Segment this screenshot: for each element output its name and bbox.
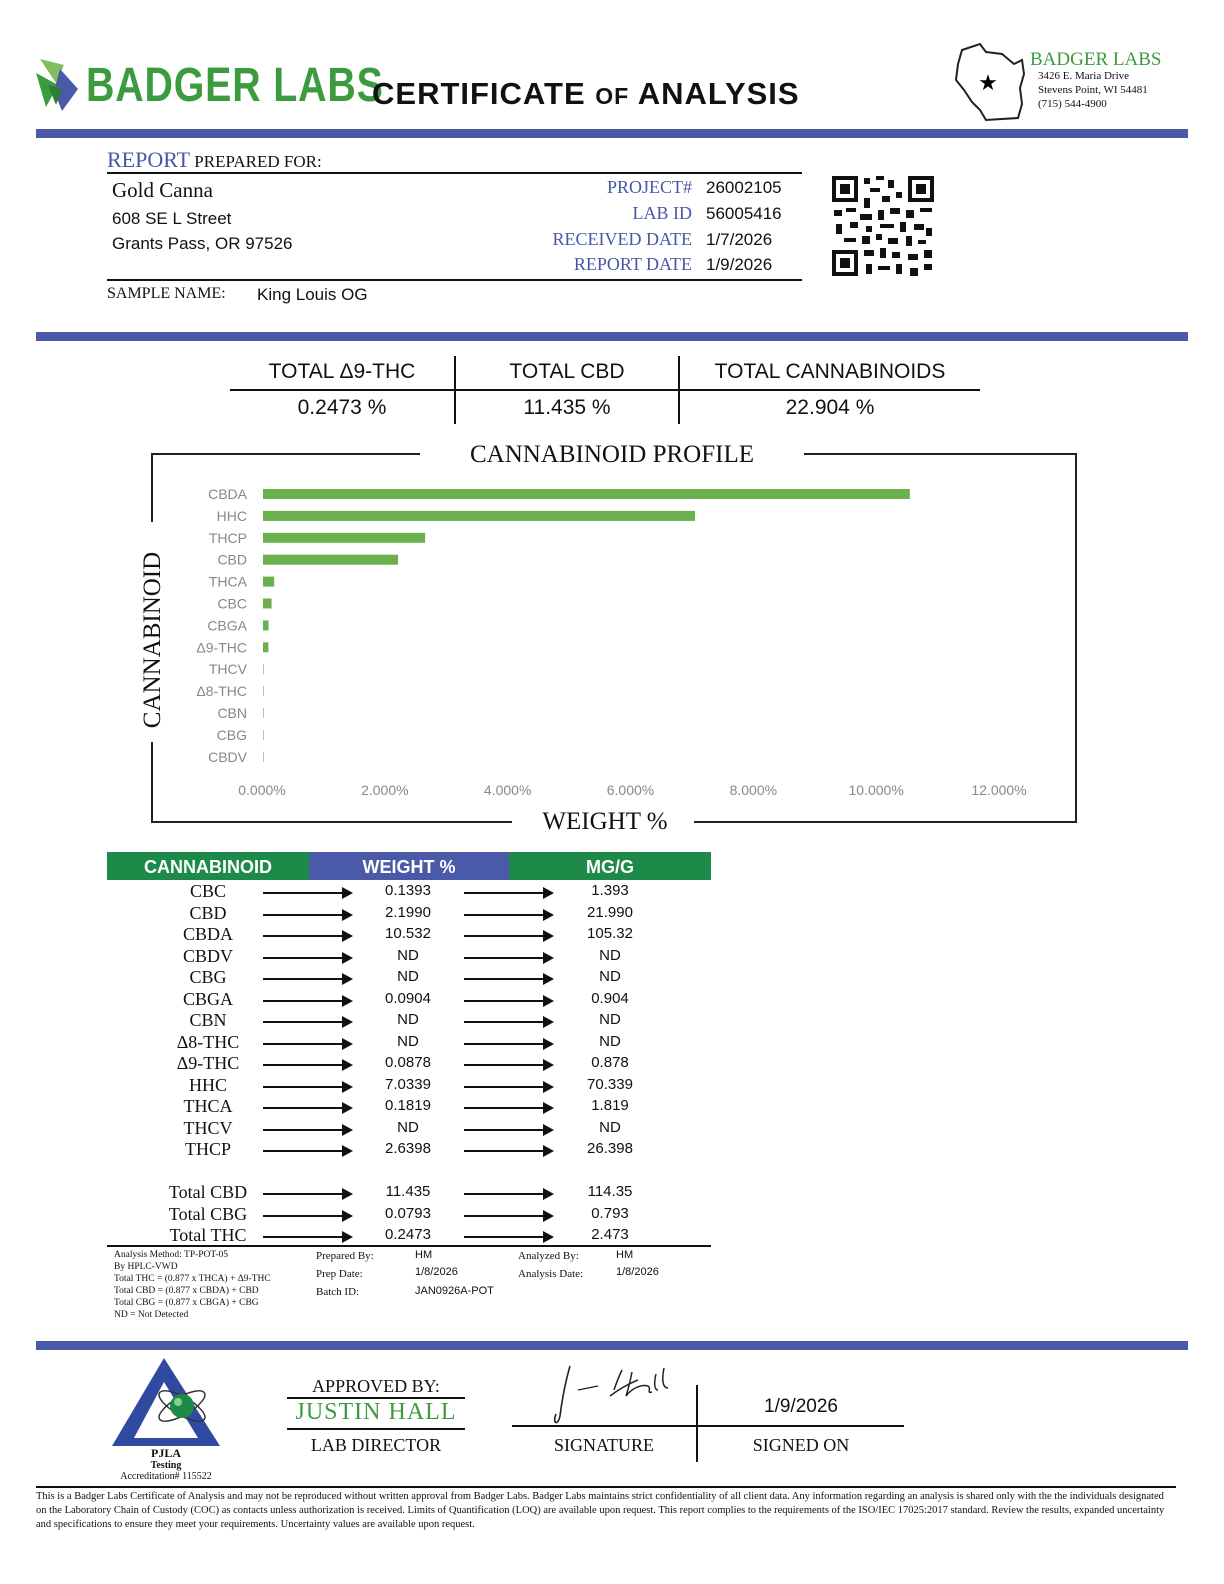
report-bottom-rule <box>107 279 802 281</box>
row-weight: ND <box>397 946 419 964</box>
method-line: ND = Not Detected <box>114 1310 189 1320</box>
batch-id-label: Batch ID: <box>316 1286 360 1298</box>
arrow-icon <box>263 1129 351 1131</box>
y-tick-label: CBC <box>217 595 247 612</box>
row-weight: ND <box>397 1118 419 1136</box>
analyzed-by-label: Analyzed By: <box>518 1250 579 1262</box>
bar <box>263 533 425 543</box>
row-name: CBDV <box>182 945 233 966</box>
method-line: By HPLC-VWD <box>114 1262 178 1272</box>
pjla-testing: Testing <box>150 1460 182 1471</box>
row-mg: 26.398 <box>587 1140 633 1157</box>
bar <box>263 489 910 499</box>
table-header-mgg: MG/G <box>509 852 711 880</box>
row-name: CBDA <box>182 924 233 944</box>
prep-date-value: 1/8/2026 <box>415 1266 458 1278</box>
prepared-by-value: HM <box>415 1249 433 1261</box>
y-tick-label: HHC <box>216 507 247 524</box>
report-heading-report: REPORT <box>107 147 191 172</box>
approver-name: JUSTIN HALL <box>295 1399 457 1425</box>
arrow-icon <box>464 892 552 894</box>
project-label: PROJECT# <box>606 177 692 197</box>
bar <box>263 620 269 630</box>
row-mg: 0.904 <box>591 989 629 1007</box>
bar <box>263 686 264 696</box>
report-heading <box>107 147 322 173</box>
analysis-date-label: Analysis Date: <box>518 1268 584 1280</box>
received-date-label: RECEIVED DATE <box>552 229 692 249</box>
hq-name: BADGER LABS <box>1030 49 1162 70</box>
row-weight: 0.0878 <box>385 1054 431 1071</box>
arrow-icon <box>263 935 351 937</box>
total-mg: 114.35 <box>587 1183 633 1200</box>
row-mg: 105.32 <box>587 925 633 942</box>
brand-name: BADGER LABS <box>86 59 384 112</box>
chart-y-axis-title: CANNABINOID <box>139 551 166 729</box>
row-name: Δ9-THC <box>176 1053 240 1073</box>
arrow-icon <box>464 935 552 937</box>
row-name: THCA <box>183 1096 233 1116</box>
row-name: CBN <box>189 1010 227 1030</box>
project-value: 26002105 <box>706 178 782 197</box>
client-name: Gold Canna <box>112 178 213 202</box>
y-tick-label: CBN <box>217 705 247 721</box>
x-tick-label: 8.000% <box>729 782 778 798</box>
arrow-icon <box>464 1129 552 1131</box>
row-name: CBG <box>189 967 227 987</box>
analysis-date-value: 1/8/2026 <box>616 1266 659 1278</box>
y-tick-label: THCA <box>208 573 247 590</box>
accreditation-number: Accreditation# 115522 <box>120 1471 212 1482</box>
total-weight: 0.0793 <box>385 1204 431 1222</box>
total-name: Total CBD <box>168 1182 248 1202</box>
lab-id-label: LAB ID <box>632 203 692 223</box>
row-weight: ND <box>397 968 419 985</box>
arrow-icon <box>263 1236 351 1238</box>
signature-label: SIGNATURE <box>553 1435 654 1455</box>
arrow-icon <box>464 914 552 916</box>
row-weight: 0.1819 <box>385 1097 431 1114</box>
row-name: CBD <box>189 902 227 923</box>
x-tick-label: 12.000% <box>971 782 1027 798</box>
arrow-icon <box>263 1043 351 1045</box>
x-tick-label: 4.000% <box>483 782 532 798</box>
wisconsin-map-icon <box>952 40 1032 124</box>
signed-on-label: SIGNED ON <box>752 1435 850 1455</box>
bar <box>263 664 264 674</box>
bar <box>263 708 264 718</box>
total-cannabinoids-value: 22.904 % <box>785 396 875 419</box>
total-name: Total CBG <box>168 1203 248 1224</box>
svg-text:★: ★ <box>978 71 998 96</box>
y-tick-label: CBG <box>216 726 247 743</box>
arrow-icon <box>263 978 351 980</box>
row-name: Δ8-THC <box>176 1031 240 1052</box>
prep-date-label: Prep Date: <box>316 1268 363 1280</box>
row-mg: ND <box>599 968 621 985</box>
bar <box>263 599 272 609</box>
approver-title: LAB DIRECTOR <box>310 1435 442 1455</box>
pjla-accreditation-logo-icon <box>110 1356 222 1448</box>
report-divider <box>36 332 1188 341</box>
total-mg: 0.793 <box>591 1204 629 1222</box>
report-date-label: REPORT DATE <box>573 254 692 274</box>
row-weight: 0.1393 <box>385 882 431 899</box>
y-tick-label: CBDA <box>208 486 247 502</box>
row-weight: ND <box>397 1032 419 1050</box>
row-weight: 0.0904 <box>385 989 431 1007</box>
signature-image <box>548 1360 678 1428</box>
total-name: Total THC <box>169 1225 247 1245</box>
arrow-icon <box>263 892 351 894</box>
hq-phone: (715) 544-4900 <box>1038 98 1107 110</box>
bar <box>263 730 264 740</box>
arrow-icon <box>263 1107 351 1109</box>
y-tick-label: Δ9-THC <box>196 639 247 656</box>
client-address-line2: Grants Pass, OR 97526 <box>112 234 293 253</box>
table-bottom-rule <box>107 1245 711 1247</box>
row-mg: ND <box>599 1032 621 1050</box>
x-tick-label: 0.000% <box>238 782 286 798</box>
method-line: Total CBD = (0.877 x CBDA) + CBD <box>114 1286 259 1296</box>
total-thc-value: 0.2473 % <box>297 396 387 419</box>
total-cbd-label: TOTAL CBD <box>509 360 625 383</box>
title-of: OF <box>595 83 630 109</box>
arrow-icon <box>464 1193 552 1195</box>
arrow-icon <box>464 1086 552 1088</box>
y-tick-label: THCP <box>208 529 247 546</box>
method-line: Analysis Method: TP-POT-05 <box>114 1250 229 1260</box>
total-thc-label: TOTAL Δ9-THC <box>268 360 416 383</box>
report-date-value: 1/9/2026 <box>706 255 773 274</box>
summary-rule <box>230 389 980 391</box>
sample-name-label: SAMPLE NAME: <box>107 285 226 302</box>
x-tick-label: 10.000% <box>848 782 904 798</box>
arrow-icon <box>464 957 552 959</box>
report-heading-rest: PREPARED FOR: <box>190 152 322 171</box>
total-cannabinoids-label: TOTAL CANNABINOIDS <box>714 360 946 383</box>
method-notes <box>114 1249 271 1321</box>
title-analysis: ANALYSIS <box>637 76 800 111</box>
y-tick-label: CBGA <box>207 617 247 634</box>
y-tick-label: CBD <box>217 551 247 568</box>
x-tick-label: 2.000% <box>361 782 409 798</box>
header-divider <box>36 129 1188 138</box>
arrow-icon <box>464 1000 552 1002</box>
analyzed-by-value: HM <box>616 1249 634 1261</box>
table-header-cannabinoid: CANNABINOID <box>107 852 309 880</box>
row-mg: 70.339 <box>587 1075 633 1093</box>
row-mg: 0.878 <box>591 1054 629 1071</box>
row-weight: 2.6398 <box>385 1140 431 1157</box>
arrow-icon <box>464 1064 552 1066</box>
row-mg: ND <box>599 946 621 964</box>
received-date-value: 1/7/2026 <box>706 230 773 249</box>
approver-name-rule <box>287 1428 465 1430</box>
row-mg: 1.393 <box>591 882 629 899</box>
table-header-weight: WEIGHT % <box>309 852 509 880</box>
bar <box>263 577 274 587</box>
total-weight: 0.2473 <box>385 1226 431 1243</box>
arrow-icon <box>464 1021 552 1023</box>
x-tick-label: 6.000% <box>606 782 655 798</box>
arrow-icon <box>263 1193 351 1195</box>
cannabinoid-profile-chart <box>180 480 1060 810</box>
arrow-icon <box>263 957 351 959</box>
footer-rule <box>36 1486 1176 1488</box>
arrow-icon <box>464 1236 552 1238</box>
bar <box>263 752 264 762</box>
bar <box>263 511 695 521</box>
arrow-icon <box>263 914 351 916</box>
arrow-icon <box>263 1021 351 1023</box>
title-certificate: CERTIFICATE <box>372 76 586 111</box>
arrow-icon <box>464 1043 552 1045</box>
client-address-line1: 608 SE L Street <box>112 209 232 228</box>
chart-title: CANNABINOID PROFILE <box>420 441 804 469</box>
disclaimer-text: This is a Badger Labs Certificate of Analysis and may not be reproduced without written approval from Badger Labs. Badger Labs maintains strict confidentiality of all client data. Any information regarding an analysis is shared only with the the individuals designated on the Laboratory Chain of Custody (COC) as contacts unless authorization is received. Limits of Quantification (LOQ) are available upon request. This report complies to the requirements of the ISO/IEC 17025:2017 standard. Review the results, expanded uncertainty and specifications to ensure they meet your requirements. Uncertainty values are available upon request. <box>36 1491 1165 1530</box>
batch-id-value: JAN0926A-POT <box>415 1285 494 1297</box>
row-weight: 7.0339 <box>385 1075 431 1093</box>
hq-address-line1: 3426 E. Maria Drive <box>1038 70 1130 82</box>
row-mg: ND <box>599 1118 621 1136</box>
method-line: Total THC = (0.877 x THCA) + Δ9-THC <box>114 1274 271 1284</box>
total-mg: 2.473 <box>591 1226 629 1243</box>
hq-address-line2: Stevens Point, WI 54481 <box>1038 84 1148 96</box>
arrow-icon <box>263 1150 351 1152</box>
row-name: CBGA <box>182 988 233 1009</box>
lab-id-value: 56005416 <box>706 204 782 223</box>
method-line: Total CBG = (0.877 x CBGA) + CBG <box>114 1298 259 1308</box>
prepared-by-label: Prepared By: <box>316 1250 374 1262</box>
bar <box>263 642 268 652</box>
arrow-icon <box>464 1107 552 1109</box>
arrow-icon <box>263 1215 351 1217</box>
row-name: THCP <box>184 1139 231 1159</box>
row-name: CBC <box>189 881 227 901</box>
arrow-icon <box>263 1064 351 1066</box>
approval-divider <box>36 1341 1188 1350</box>
y-tick-label: THCV <box>208 661 247 678</box>
arrow-icon <box>263 1086 351 1088</box>
arrow-icon <box>464 1215 552 1217</box>
chart-x-axis-title: WEIGHT % <box>542 808 668 835</box>
signature-rule <box>512 1425 904 1427</box>
arrow-icon <box>263 1000 351 1002</box>
report-top-rule <box>107 172 802 174</box>
arrow-icon <box>464 1150 552 1152</box>
approved-by-label: APPROVED BY: <box>312 1376 440 1396</box>
row-mg: 1.819 <box>591 1097 629 1114</box>
y-tick-label: Δ8-THC <box>196 683 247 700</box>
row-mg: 21.990 <box>587 903 633 921</box>
row-name: HHC <box>188 1074 227 1095</box>
badger-labs-logo-icon <box>34 55 80 113</box>
row-name: THCV <box>183 1117 233 1138</box>
row-weight: 10.532 <box>385 925 431 942</box>
row-mg: ND <box>599 1011 621 1028</box>
y-tick-label: CBDV <box>208 748 247 765</box>
total-weight: 11.435 <box>385 1183 431 1200</box>
row-weight: ND <box>397 1011 419 1028</box>
arrow-icon <box>464 978 552 980</box>
sample-name-value: King Louis OG <box>257 285 368 304</box>
total-cbd-value: 11.435 % <box>523 396 611 419</box>
signed-date: 1/9/2026 <box>764 1396 838 1417</box>
qr-code-icon[interactable] <box>830 174 936 278</box>
pjla-name: PJLA <box>151 1446 181 1460</box>
bar <box>263 555 398 565</box>
document-title <box>372 76 800 112</box>
row-weight: 2.1990 <box>385 903 431 921</box>
